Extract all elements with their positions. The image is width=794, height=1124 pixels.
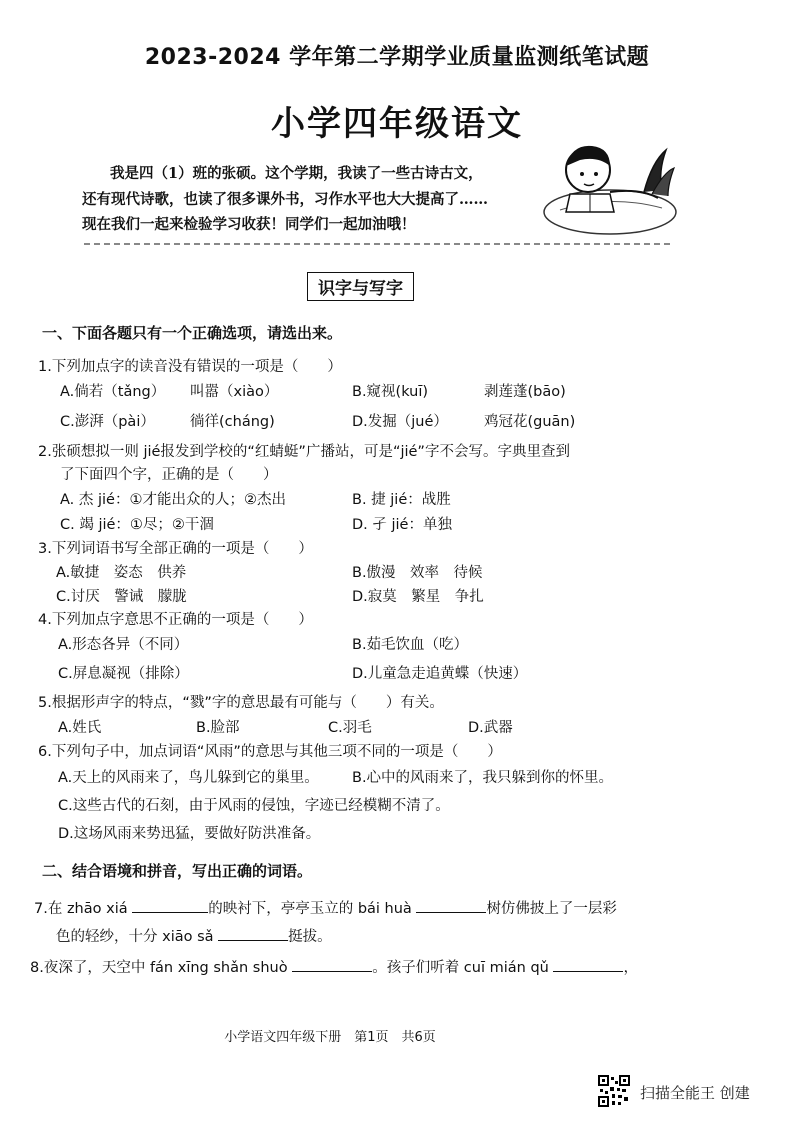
part1-title: 一、下面各题只有一个正确选项，请选出来。	[42, 324, 343, 342]
q1-option-a2: 叫嚣（xiào）	[190, 384, 279, 400]
q6-option-c: C.这些古代的石刻，由于风雨的侵蚀，字迹已经模糊不清了。	[58, 798, 450, 814]
q1-option-a1: A.倘若（tǎng）	[60, 384, 166, 400]
q2-stem-line2: 了下面四个字，正确的是（ ）	[60, 467, 278, 483]
intro-line-1: 我是四（1）班的张硕。这个学期，我读了一些古诗古文，	[110, 165, 483, 182]
q8-blank-2[interactable]	[553, 957, 623, 972]
q1-option-b2: 剥莲蓬(bāo)	[484, 384, 566, 400]
q2-option-c: C. 竭 jié：①尽；②干涸	[60, 517, 214, 533]
q5-option-c: C.羽毛	[328, 720, 372, 736]
q4-option-b: B.茹毛饮血（吃）	[352, 637, 469, 653]
q5-option-a: A.姓氏	[58, 720, 102, 736]
q4-option-a: A.形态各异（不同）	[58, 637, 189, 653]
q2-option-d: D. 孑 jié：单独	[352, 517, 452, 533]
q3-option-b: B.傲漫 效率 待候	[352, 565, 483, 581]
section-title: 识字与写字	[307, 272, 414, 301]
q4-option-c: C.屏息凝视（排除）	[58, 666, 189, 682]
q7-text-5: 挺拔。	[288, 929, 332, 945]
q4-option-d: D.儿童急走追黄蝶（快速）	[352, 666, 528, 682]
q5-stem: 5.根据形声字的特点，“戮”字的意思最有可能与（ ）有关。	[38, 695, 444, 711]
q1-option-b1: B.窥视(kuī)	[352, 384, 429, 400]
q3-option-d: D.寂莫 繁星 争扎	[352, 589, 484, 605]
q1-option-c1: C.澎湃（pài）	[60, 414, 155, 430]
q7-line1	[34, 897, 617, 918]
q1-option-d2: 鸡冠花(guān)	[484, 414, 576, 430]
exam-title: 2023-2024 学年第二学期学业质量监测纸笔试题	[144, 45, 650, 70]
q7-blank-1[interactable]	[132, 898, 208, 913]
part2-title: 二、结合语境和拼音，写出正确的词语。	[42, 862, 313, 880]
reading-child-illustration	[540, 132, 680, 244]
scanner-watermark: 扫描全能王 创建	[640, 1084, 750, 1102]
q1-option-c2: 徜徉(cháng)	[190, 414, 275, 430]
q5-option-b: B.脸部	[196, 720, 240, 736]
qr-code-icon	[598, 1075, 630, 1107]
q8-text-2: 。孩子们听着 cuī mián qǔ	[372, 960, 554, 976]
q4-stem: 4.下列加点字意思不正确的一项是（ ）	[38, 612, 313, 628]
subject-title: 小学四年级语文	[271, 104, 523, 144]
q8-text-1: 8.夜深了，天空中 fán xīng shǎn shuò	[30, 960, 293, 976]
q2-option-b: B. 捷 jié：战胜	[352, 492, 451, 508]
q1-stem: 1.下列加点字的读音没有错误的一项是（ ）	[38, 359, 342, 375]
q2-stem-line1: 2.张硕想拟一则 jié报发到学校的“红蜻蜓”广播站，可是“jié”字不会写。字典里查到	[38, 444, 570, 460]
q2-option-a: A. 杰 jié：①才能出众的人；②杰出	[60, 492, 286, 508]
page-footer: 小学语文四年级下册 第1页 共6页	[224, 1030, 436, 1045]
intro-divider	[84, 243, 670, 245]
q3-option-c: C.讨厌 警诫 朦胧	[56, 589, 187, 605]
q7-blank-2[interactable]	[416, 898, 486, 913]
q6-option-d: D.这场风雨来势迅猛，要做好防洪准备。	[58, 826, 321, 842]
q7-text-4: 色的轻纱，十分 xiāo sǎ	[56, 929, 219, 945]
q7-text-1: 7.在 zhāo xiá	[34, 901, 133, 917]
q8-text-3: ，	[623, 960, 638, 976]
q7-text-2: 的映衬下，亭亭玉立的 bái huà	[208, 901, 417, 917]
intro-line-3: 现在我们一起来检验学习收获！同学们一起加油哦！	[82, 216, 416, 233]
q3-option-a: A.敏捷 姿态 供养	[56, 565, 187, 581]
q6-option-a: A.天上的风雨来了，鸟儿躲到它的巢里。	[58, 770, 319, 786]
q7-text-3: 树仿佛披上了一层彩	[486, 901, 617, 917]
q3-stem: 3.下列词语书写全部正确的一项是（ ）	[38, 541, 313, 557]
q7-line2	[56, 925, 332, 946]
q6-option-b: B.心中的风雨来了，我只躲到你的怀里。	[352, 770, 614, 786]
q6-stem: 6.下列句子中，加点词语“风雨”的意思与其他三项不同的一项是（ ）	[38, 744, 502, 760]
q7-blank-3[interactable]	[218, 926, 288, 941]
q1-option-d1: D.发掘（jué）	[352, 414, 448, 430]
q5-option-d: D.武器	[468, 720, 513, 736]
q8-line1	[30, 956, 638, 977]
q8-blank-1[interactable]	[292, 957, 372, 972]
intro-line-2: 还有现代诗歌，也读了很多课外书，习作水平也大大提高了……	[82, 191, 488, 208]
